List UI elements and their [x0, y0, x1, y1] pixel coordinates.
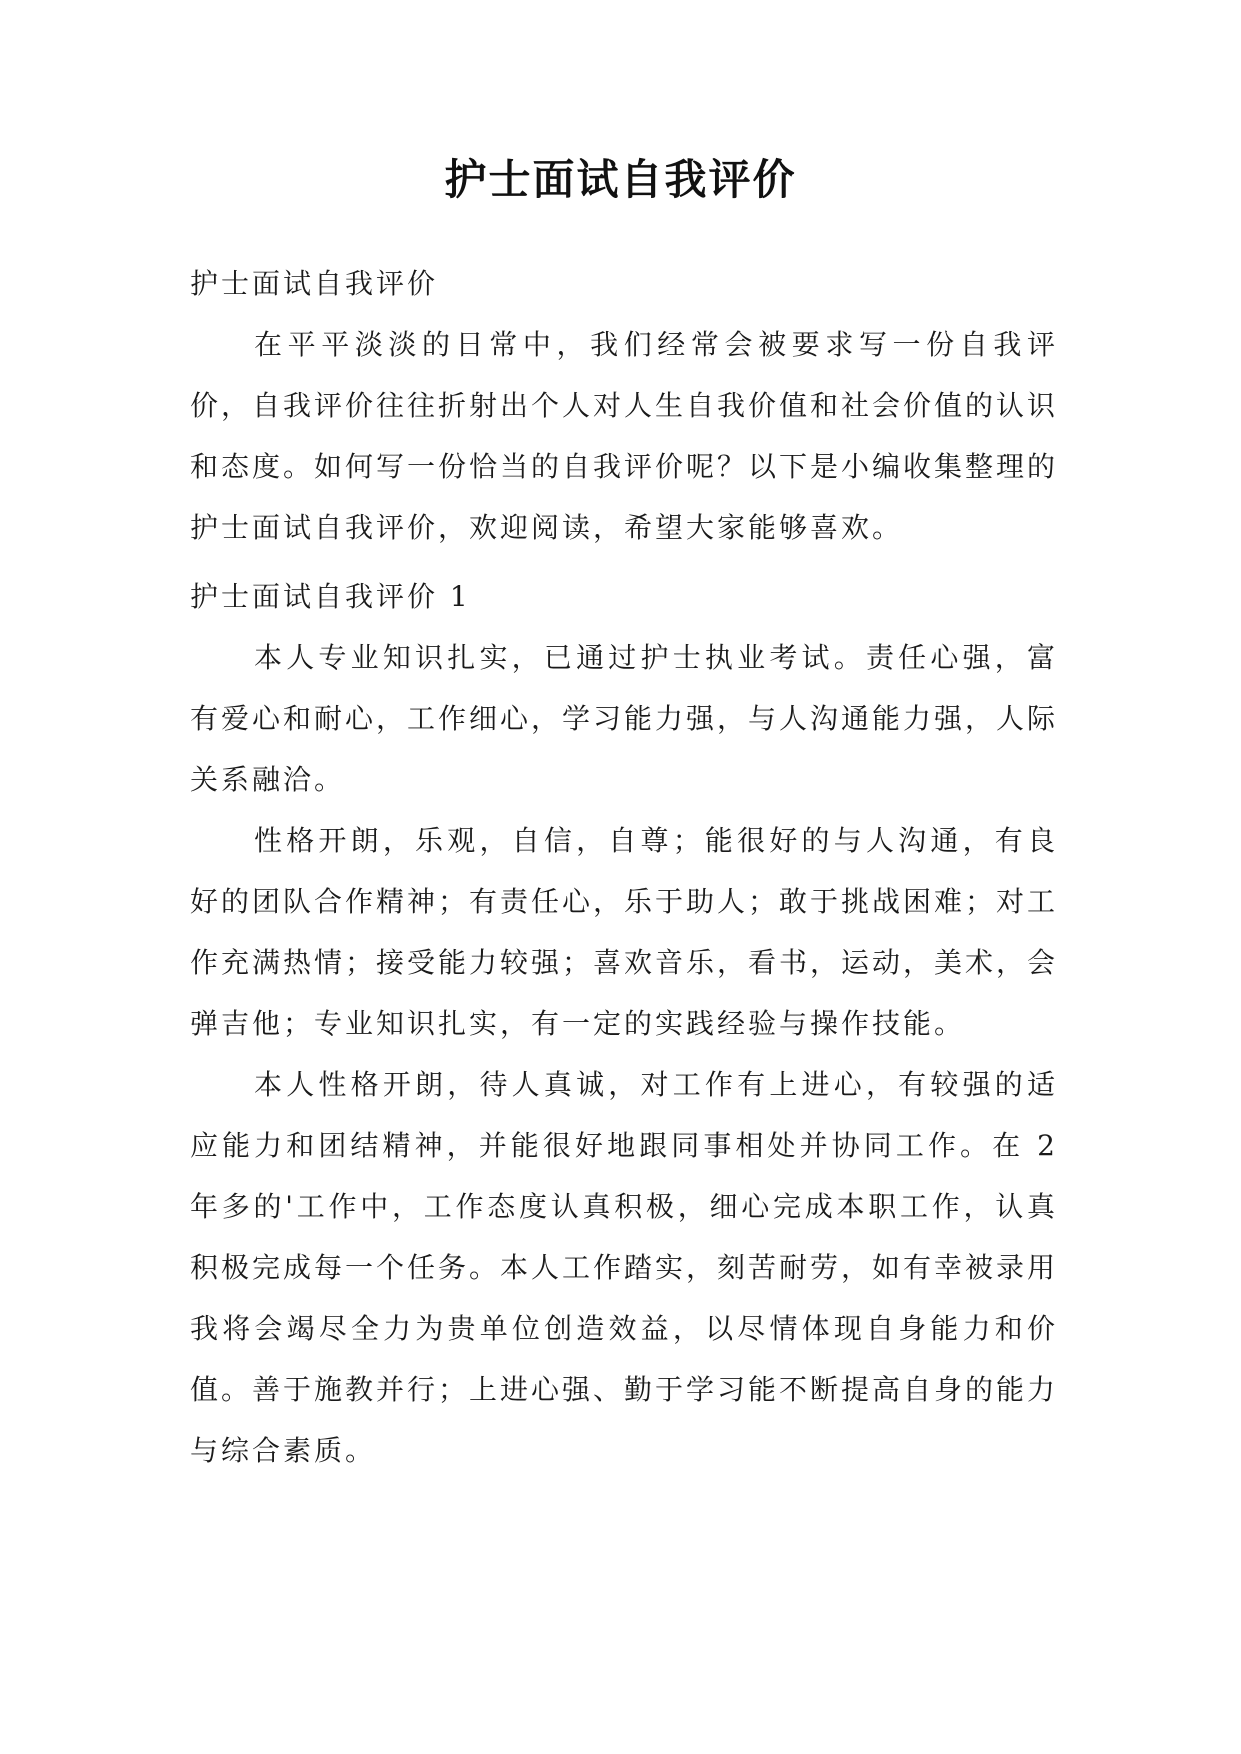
section-1-block	[190, 566, 1058, 1481]
section-1-heading: 护士面试自我评价 1	[190, 580, 471, 613]
section-1-paragraph-1: 本人专业知识扎实，已通过护士执业考试。责任心强，富有爱心和耐心，工作细心，学习能力强，与人沟通能力强，人际关系融洽。	[190, 641, 1059, 796]
intro-block	[190, 253, 1058, 558]
section-1-paragraph-3: 本人性格开朗，待人真诚，对工作有上进心，有较强的适应能力和团结精神，并能很好地跟同事相处并协同工作。在 2 年多的'工作中，工作态度认真积极，细心完成本职工作，认真积极完成每一个任务。本人工作踏实，刻苦耐劳，如有幸被录用我将会竭尽全力为贵单位创造效益，以尽情体现自身能力和价值。善于施教并行；上进心强、勤于学习能不断提高自身的能力与综合素质。	[190, 1068, 1059, 1467]
document-title: 护士面试自我评价	[444, 155, 797, 204]
intro-paragraph: 在平平淡淡的日常中，我们经常会被要求写一份自我评价，自我评价往往折射出个人对人生自我价值和社会价值的认识和态度。如何写一份恰当的自我评价呢？以下是小编收集整理的护士面试自我评价，欢迎阅读，希望大家能够喜欢。	[190, 328, 1059, 544]
section-1-paragraph-2: 性格开朗，乐观，自信，自尊；能很好的与人沟通，有良好的团队合作精神；有责任心，乐于助人；敢于挑战困难；对工作充满热情；接受能力较强；喜欢音乐，看书，运动，美术，会弹吉他；专业知识扎实，有一定的实践经验与操作技能。	[190, 824, 1059, 1040]
intro-heading: 护士面试自我评价	[190, 267, 439, 300]
